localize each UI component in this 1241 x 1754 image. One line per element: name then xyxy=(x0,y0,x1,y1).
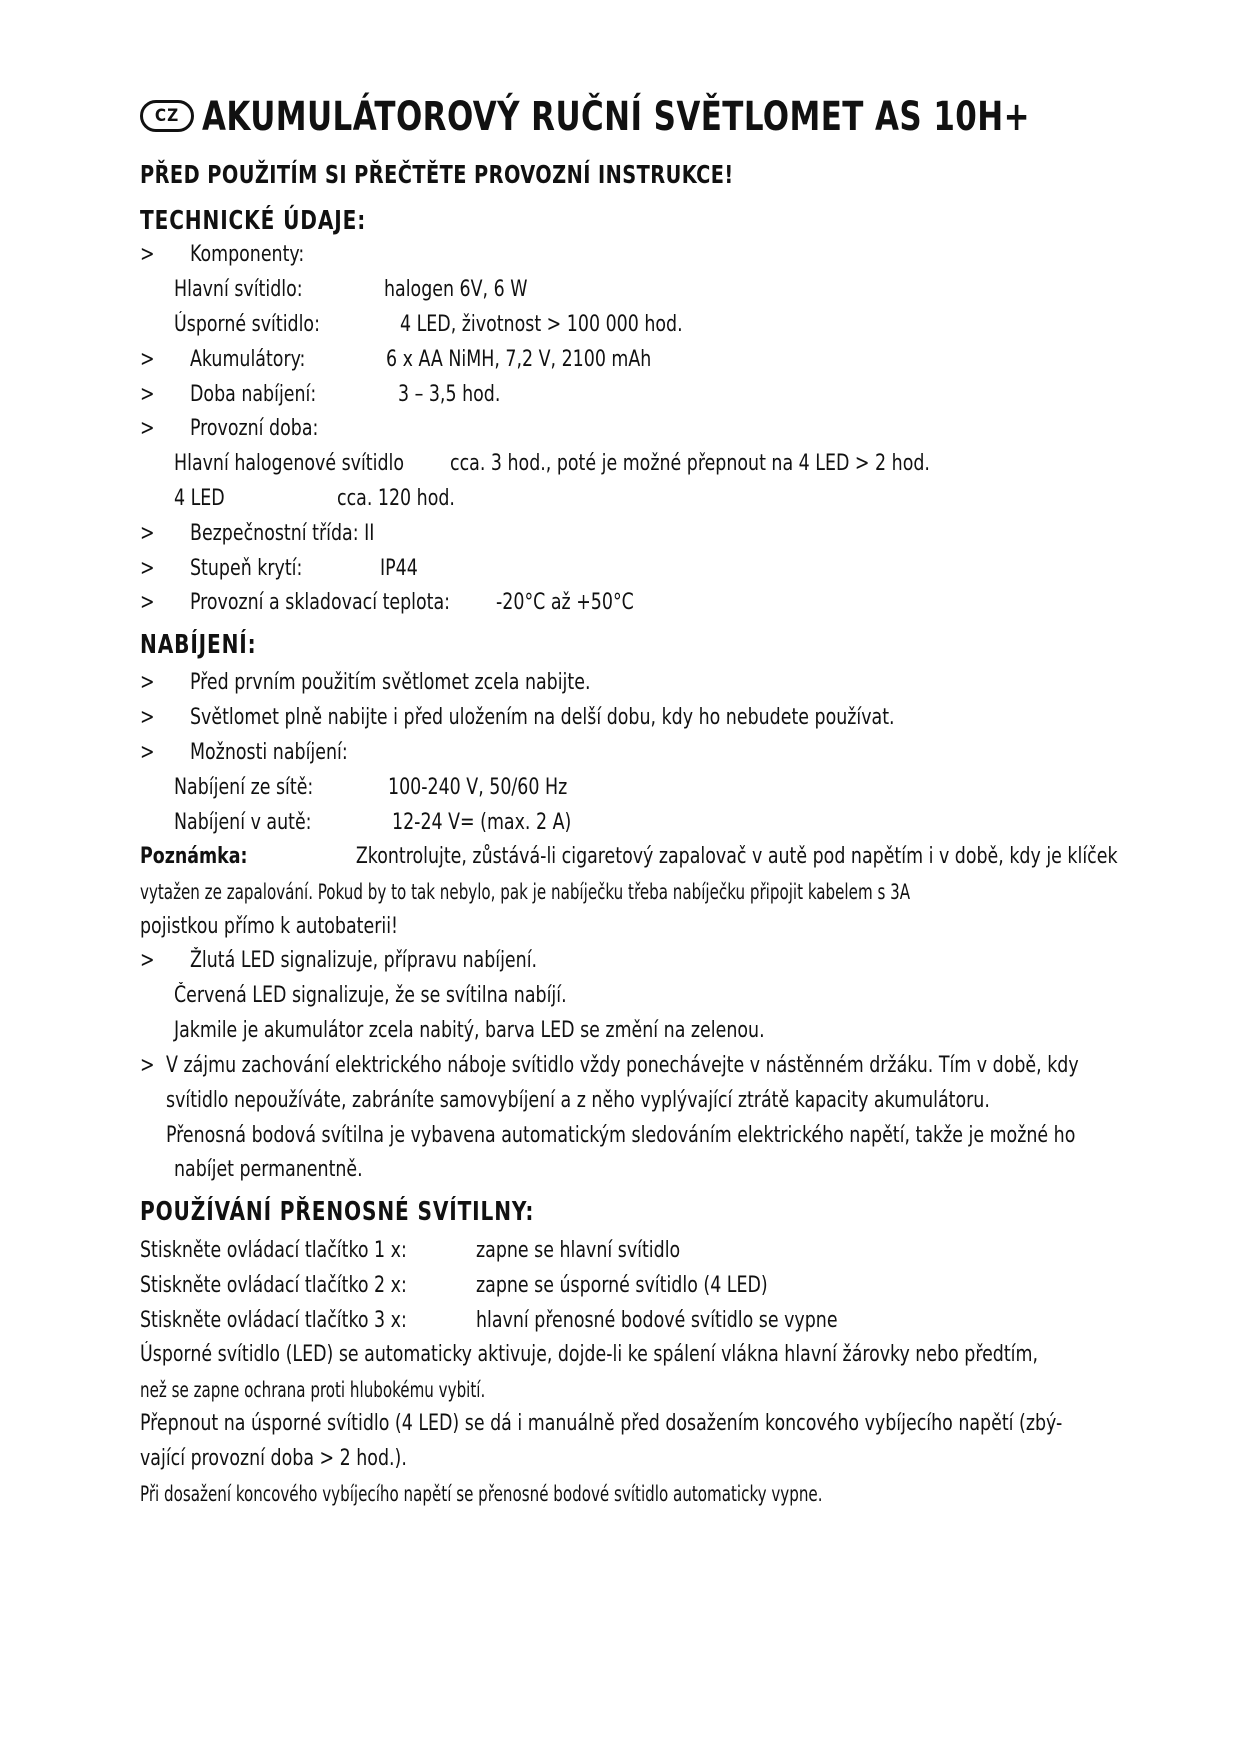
bullet-marker: > xyxy=(140,556,155,581)
components-label: Komponenty: xyxy=(190,242,305,267)
bullet-marker: > xyxy=(140,347,155,372)
led-label: 4 LED xyxy=(174,486,225,511)
car-charging-label: Nabíjení v autě: xyxy=(174,810,312,835)
press-once-value: zapne se hlavní svítidlo xyxy=(476,1238,681,1263)
charge-time-label: Doba nabíjení: xyxy=(190,382,317,407)
charging-line-1: Před prvním použitím světlomet zcela nabijte. xyxy=(190,670,591,695)
bullet-marker: > xyxy=(140,416,155,441)
section-heading-charging: NABÍJENÍ: xyxy=(140,630,257,660)
note-label: Poznámka: xyxy=(140,844,248,869)
protection-label: Stupeň krytí: xyxy=(190,556,303,581)
holder-line-2: svítidlo nepoužíváte, zabráníte samovybíjení a z něho vyplývající ztrátě kapacity akumulátoru. xyxy=(166,1088,990,1113)
safety-class: Bezpečnostní třída: II xyxy=(190,521,375,546)
switch-line-1: Přepnout na úsporné svítidlo (4 LED) se dá i manuálně před dosažením koncového vybíjecího napětí (zbý- xyxy=(140,1411,1063,1436)
bullet-marker: > xyxy=(140,948,155,973)
press-thrice-label: Stiskněte ovládací tlačítko 3 x: xyxy=(140,1308,407,1333)
charging-options-label: Možnosti nabíjení: xyxy=(190,740,348,765)
country-badge: CZ xyxy=(140,100,194,132)
led-value: cca. 120 hod. xyxy=(337,486,455,511)
bullet-marker: > xyxy=(140,590,155,615)
mains-charging-value: 100-240 V, 50/60 Hz xyxy=(388,775,568,800)
section-heading-technical: TECHNICKÉ ÚDAJE: xyxy=(140,206,367,236)
holder-line-4: nabíjet permanentně. xyxy=(174,1157,363,1182)
page-subtitle: PŘED POUŽITÍM SI PŘEČTĚTE PROVOZNÍ INSTRUKCE! xyxy=(140,160,734,189)
led-yellow-info: Žlutá LED signalizuje, přípravu nabíjení. xyxy=(190,948,538,973)
final-line: Při dosažení koncového vybíjecího napětí se přenosné bodové svítidlo automaticky vypne. xyxy=(140,1482,823,1506)
led-red-info: Červená LED signalizuje, že se svítilna nabíjí. xyxy=(174,983,567,1008)
led-green-info: Jakmile je akumulátor zcela nabitý, barva LED se změní na zelenou. xyxy=(174,1018,765,1043)
operating-time-label: Provozní doba: xyxy=(190,416,319,441)
note-line-3: pojistkou přímo k autobaterii! xyxy=(140,914,399,939)
bullet-marker: > xyxy=(140,242,155,267)
temperature-label: Provozní a skladovací teplota: xyxy=(190,590,451,615)
charge-time-value: 3 – 3,5 hod. xyxy=(398,382,501,407)
eco-lamp-label: Úsporné svítidlo: xyxy=(174,312,320,337)
page-title: AKUMULÁTOROVÝ RUČNÍ SVĚTLOMET AS 10H+ xyxy=(202,94,1030,140)
holder-line-3: Přenosná bodová svítilna je vybavena automatickým sledováním elektrického napětí, takže je možné ho xyxy=(166,1123,1076,1148)
eco-lamp-value: 4 LED, životnost > 100 000 hod. xyxy=(400,312,683,337)
press-twice-value: zapne se úsporné svítidlo (4 LED) xyxy=(476,1273,768,1298)
note-line-1: Zkontrolujte, zůstává-li cigaretový zapalovač v autě pod napětím i v době, kdy je klíček xyxy=(355,844,1118,869)
charging-line-2: Světlomet plně nabijte i před uložením na delší dobu, kdy ho nebudete používat. xyxy=(190,705,895,730)
press-once-label: Stiskněte ovládací tlačítko 1 x: xyxy=(140,1238,407,1263)
mains-charging-label: Nabíjení ze sítě: xyxy=(174,775,314,800)
note-line-1-row xyxy=(140,844,1118,869)
eco-line-2: než se zapne ochrana proti hlubokému vybití. xyxy=(140,1378,486,1402)
bullet-marker: > xyxy=(140,740,155,765)
bullet-marker: > xyxy=(140,382,155,407)
note-line-2: vytažen ze zapalování. Pokud by to tak nebylo, pak je nabíječku třeba nabíječku připojit kabelem s 3A xyxy=(140,880,911,904)
car-charging-value: 12-24 V= (max. 2 A) xyxy=(392,810,572,835)
temperature-value: -20°C až +50°C xyxy=(496,590,634,615)
bullet-marker: > xyxy=(140,670,155,695)
protection-value: IP44 xyxy=(380,556,418,581)
main-lamp-label: Hlavní svítidlo: xyxy=(174,277,303,302)
switch-line-2: vající provozní doba > 2 hod.). xyxy=(140,1446,407,1471)
halogen-label: Hlavní halogenové svítidlo xyxy=(174,451,405,476)
batteries-value: 6 x AA NiMH, 7,2 V, 2100 mAh xyxy=(386,347,652,372)
eco-line-1: Úsporné svítidlo (LED) se automaticky aktivuje, dojde-li ke spálení vlákna hlavní žárovky nebo předtím, xyxy=(140,1342,1039,1367)
press-thrice-value: hlavní přenosné bodové svítidlo se vypne xyxy=(476,1308,838,1333)
section-heading-usage: POUŽÍVÁNÍ PŘENOSNÉ SVÍTILNY: xyxy=(140,1197,535,1227)
main-lamp-value: halogen 6V, 6 W xyxy=(384,277,528,302)
bullet-marker: > xyxy=(140,705,155,730)
bullet-marker: > xyxy=(140,1053,155,1078)
press-twice-label: Stiskněte ovládací tlačítko 2 x: xyxy=(140,1273,407,1298)
holder-line-1: V zájmu zachování elektrického náboje svítidlo vždy ponechávejte v nástěnném držáku. Tím v době, kdy xyxy=(166,1053,1079,1078)
batteries-label: Akumulátory: xyxy=(190,347,306,372)
bullet-marker: > xyxy=(140,521,155,546)
halogen-value: cca. 3 hod., poté je možné přepnout na 4 LED > 2 hod. xyxy=(450,451,930,476)
